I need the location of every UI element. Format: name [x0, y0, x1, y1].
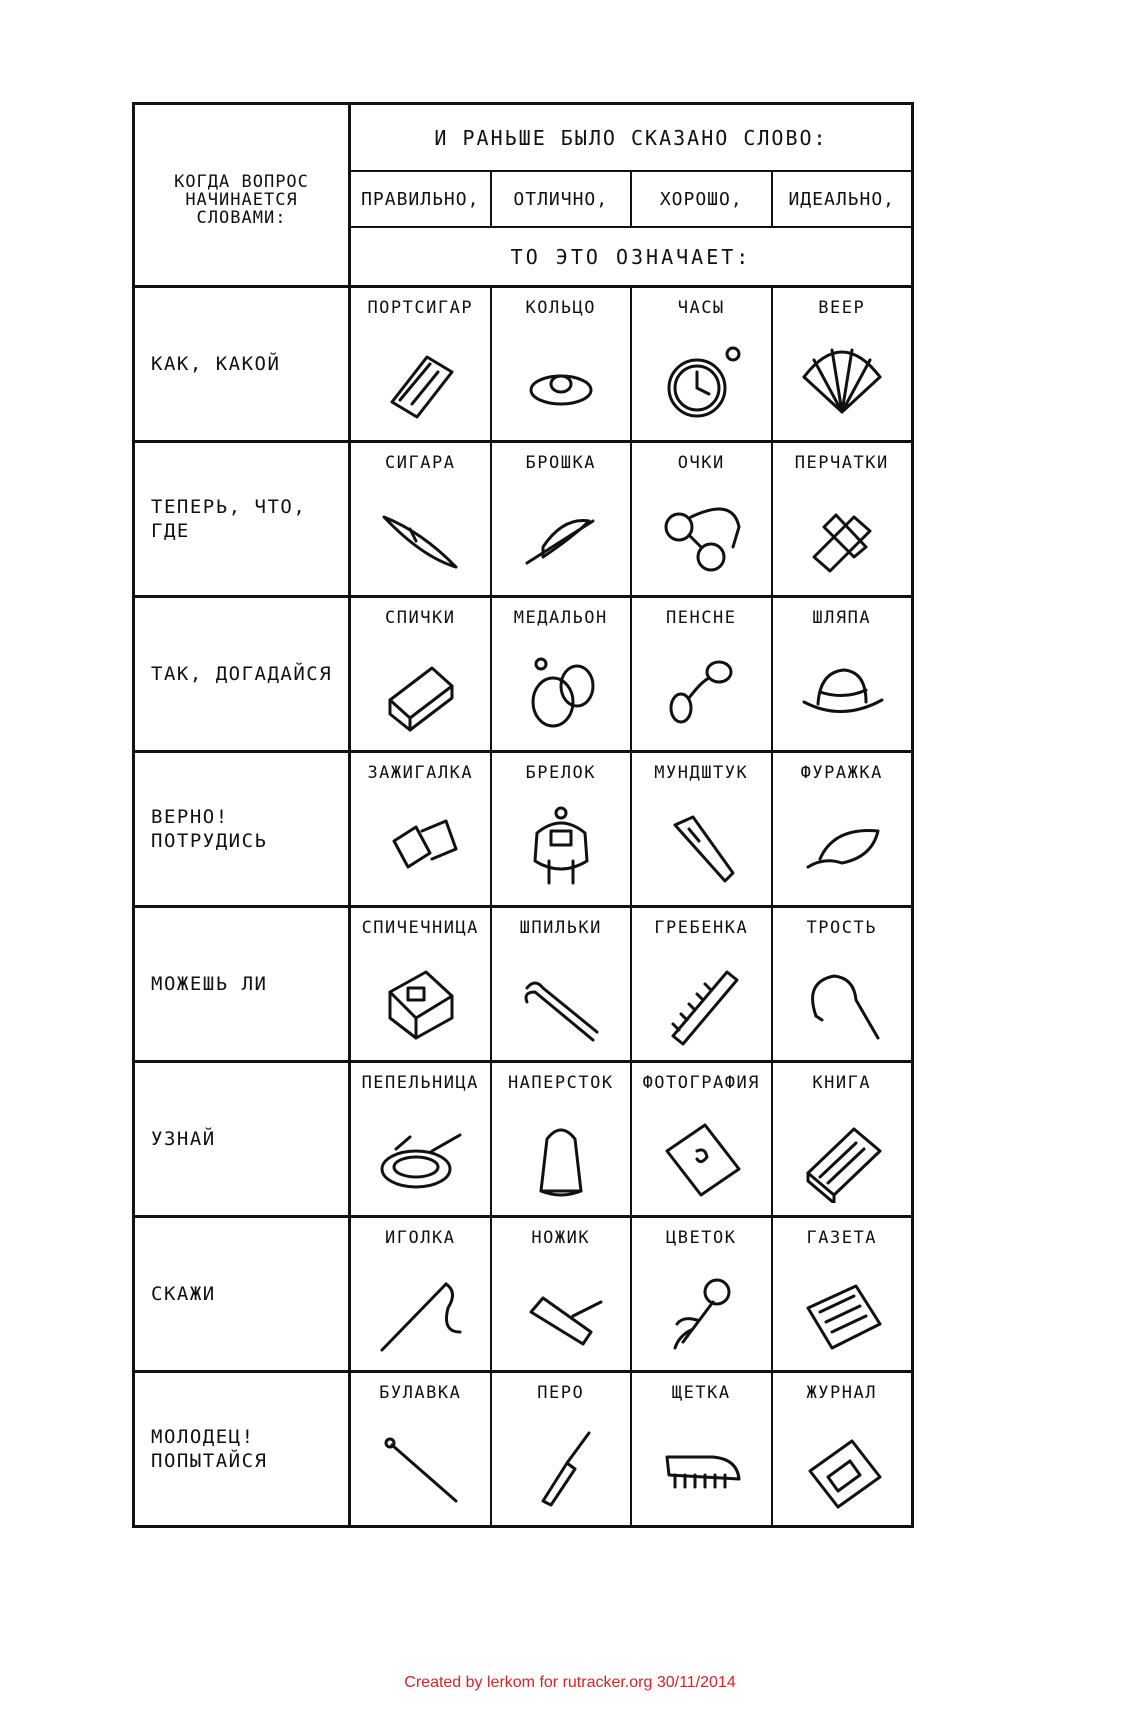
table-row — [135, 288, 911, 443]
object-cell — [632, 1373, 773, 1525]
object-name: ПЕПЕЛЬНИЦА — [361, 1073, 479, 1093]
object-cell — [773, 908, 912, 1060]
object-name: ЖУРНАЛ — [806, 1383, 877, 1403]
magazine-icon — [794, 1417, 890, 1513]
object-cell — [492, 1373, 633, 1525]
object-cell — [632, 1063, 773, 1215]
needle-icon — [372, 1262, 468, 1358]
photograph-icon — [653, 1107, 749, 1203]
object-name: ВЕЕР — [818, 298, 866, 318]
object-name: ГАЗЕТА — [806, 1228, 877, 1248]
question-words-label: ВЕРНО! ПОТРУДИСЬ — [135, 753, 351, 905]
header-answer-words — [351, 172, 911, 228]
question-words-label: МОЖЕШЬ ЛИ — [135, 908, 351, 1060]
hairpins-icon — [513, 952, 609, 1048]
object-name: МУНДШТУК — [654, 763, 749, 783]
cigarette-holder-icon — [653, 797, 749, 893]
book-icon — [794, 1107, 890, 1203]
pocket-knife-icon — [513, 1262, 609, 1358]
cane-icon — [794, 952, 890, 1048]
object-cell — [351, 753, 492, 905]
object-cell — [351, 1063, 492, 1215]
object-cell — [773, 1373, 912, 1525]
question-words-label: ТЕПЕРЬ, ЧТО, ГДЕ — [135, 443, 351, 595]
object-name: ШЛЯПА — [812, 608, 872, 628]
object-name: СПИЧЕЧНИЦА — [361, 918, 479, 938]
flower-icon — [653, 1262, 749, 1358]
table-row — [135, 1218, 911, 1373]
thimble-icon — [513, 1107, 609, 1203]
object-cell — [492, 288, 633, 440]
header-said-word: И РАНЬШЕ БЫЛО СКАЗАНО СЛОВО: — [351, 105, 911, 172]
pen-nib-icon — [513, 1417, 609, 1513]
locket-icon — [513, 642, 609, 738]
question-words-label: УЗНАЙ — [135, 1063, 351, 1215]
object-name: ТРОСТЬ — [806, 918, 877, 938]
object-cell — [773, 753, 912, 905]
table-row — [135, 753, 911, 908]
object-cell — [773, 1063, 912, 1215]
object-name: НАПЕРСТОК — [507, 1073, 614, 1093]
brooch-icon — [513, 487, 609, 583]
table-row — [135, 598, 911, 753]
answer-word-3: ХОРОШО, — [632, 172, 773, 226]
question-words-label: СКАЖИ — [135, 1218, 351, 1370]
header-answer-section — [351, 105, 911, 288]
table-row — [135, 1063, 911, 1218]
object-cell — [351, 598, 492, 750]
answer-word-2: ОТЛИЧНО, — [492, 172, 633, 226]
ring-icon — [513, 332, 609, 428]
comb-icon — [653, 952, 749, 1048]
ashtray-icon — [372, 1107, 468, 1203]
object-name: ЦВЕТОК — [666, 1228, 737, 1248]
pocket-watch-icon — [653, 332, 749, 428]
lighter-icon — [372, 797, 468, 893]
object-cell — [351, 443, 492, 595]
object-cell — [492, 443, 633, 595]
brush-icon — [653, 1417, 749, 1513]
object-name: ПЕНСНЕ — [666, 608, 737, 628]
object-name: БРОШКА — [525, 453, 596, 473]
object-name: ЧАСЫ — [677, 298, 725, 318]
gloves-icon — [794, 487, 890, 583]
object-cell — [351, 288, 492, 440]
answer-word-1: ПРАВИЛЬНО, — [351, 172, 492, 226]
object-cell — [492, 908, 633, 1060]
matchbox-icon — [372, 952, 468, 1048]
object-name: ПЕРЧАТКИ — [794, 453, 889, 473]
fan-icon — [794, 332, 890, 428]
answer-word-4: ИДЕАЛЬНО, — [788, 188, 896, 210]
object-name: НОЖИК — [531, 1228, 591, 1248]
code-table — [132, 102, 914, 1528]
question-words-label: МОЛОДЕЦ! ПОПЫТАЙСЯ — [135, 1373, 351, 1525]
object-cell — [632, 443, 773, 595]
object-name: ОЧКИ — [677, 453, 725, 473]
object-cell — [492, 1218, 633, 1370]
object-cell — [632, 598, 773, 750]
object-cell — [351, 908, 492, 1060]
object-cell — [351, 1373, 492, 1525]
hat-icon — [794, 642, 890, 738]
header-means: ТО ЭТО ОЗНАЧАЕТ: — [510, 244, 752, 269]
table-row — [135, 1373, 911, 1525]
object-cell — [351, 1218, 492, 1370]
object-cell — [632, 753, 773, 905]
cap-icon — [794, 797, 890, 893]
object-cell — [632, 908, 773, 1060]
object-name: СИГАРА — [385, 453, 456, 473]
glasses-icon — [653, 487, 749, 583]
object-cell — [492, 1063, 633, 1215]
cigar-icon — [372, 487, 468, 583]
object-cell — [632, 1218, 773, 1370]
pince-nez-icon — [653, 642, 749, 738]
question-words-label: КАК, КАКОЙ — [135, 288, 351, 440]
object-name: ЗАЖИГАЛКА — [367, 763, 474, 783]
cigarette-case-icon — [372, 332, 468, 428]
object-name: МЕДАЛЬОН — [513, 608, 608, 628]
object-name: ФУРАЖКА — [800, 763, 883, 783]
question-words-label: ТАК, ДОГАДАЙСЯ — [135, 598, 351, 750]
object-name: КОЛЬЦО — [525, 298, 596, 318]
object-cell — [492, 753, 633, 905]
newspaper-icon — [794, 1262, 890, 1358]
object-name: БУЛАВКА — [379, 1383, 462, 1403]
object-name: СПИЧКИ — [385, 608, 456, 628]
header-question-words: КОГДА ВОПРОС НАЧИНАЕТСЯ СЛОВАМИ: — [135, 105, 351, 288]
trinket-icon — [513, 797, 609, 893]
object-name: ПЕРО — [537, 1383, 585, 1403]
object-name: ГРЕБЕНКА — [654, 918, 749, 938]
object-name: ФОТОГРАФИЯ — [642, 1073, 760, 1093]
object-cell — [773, 598, 912, 750]
object-cell — [773, 1218, 912, 1370]
object-cell — [773, 443, 912, 595]
pin-icon — [372, 1417, 468, 1513]
table-row — [135, 908, 911, 1063]
object-name: ИГОЛКА — [385, 1228, 456, 1248]
table-body — [135, 288, 911, 1525]
matches-icon — [372, 642, 468, 738]
object-name: ШПИЛЬКИ — [519, 918, 602, 938]
object-cell — [773, 288, 912, 440]
table-row — [135, 443, 911, 598]
object-cell — [632, 288, 773, 440]
object-name: ЩЕТКА — [671, 1383, 731, 1403]
object-cell — [492, 598, 633, 750]
object-name: БРЕЛОК — [525, 763, 596, 783]
object-name: КНИГА — [812, 1073, 872, 1093]
object-name: ПОРТСИГАР — [367, 298, 474, 318]
footer-credit: Created by lerkom for rutracker.org 30/11/2014 — [404, 1674, 736, 1691]
